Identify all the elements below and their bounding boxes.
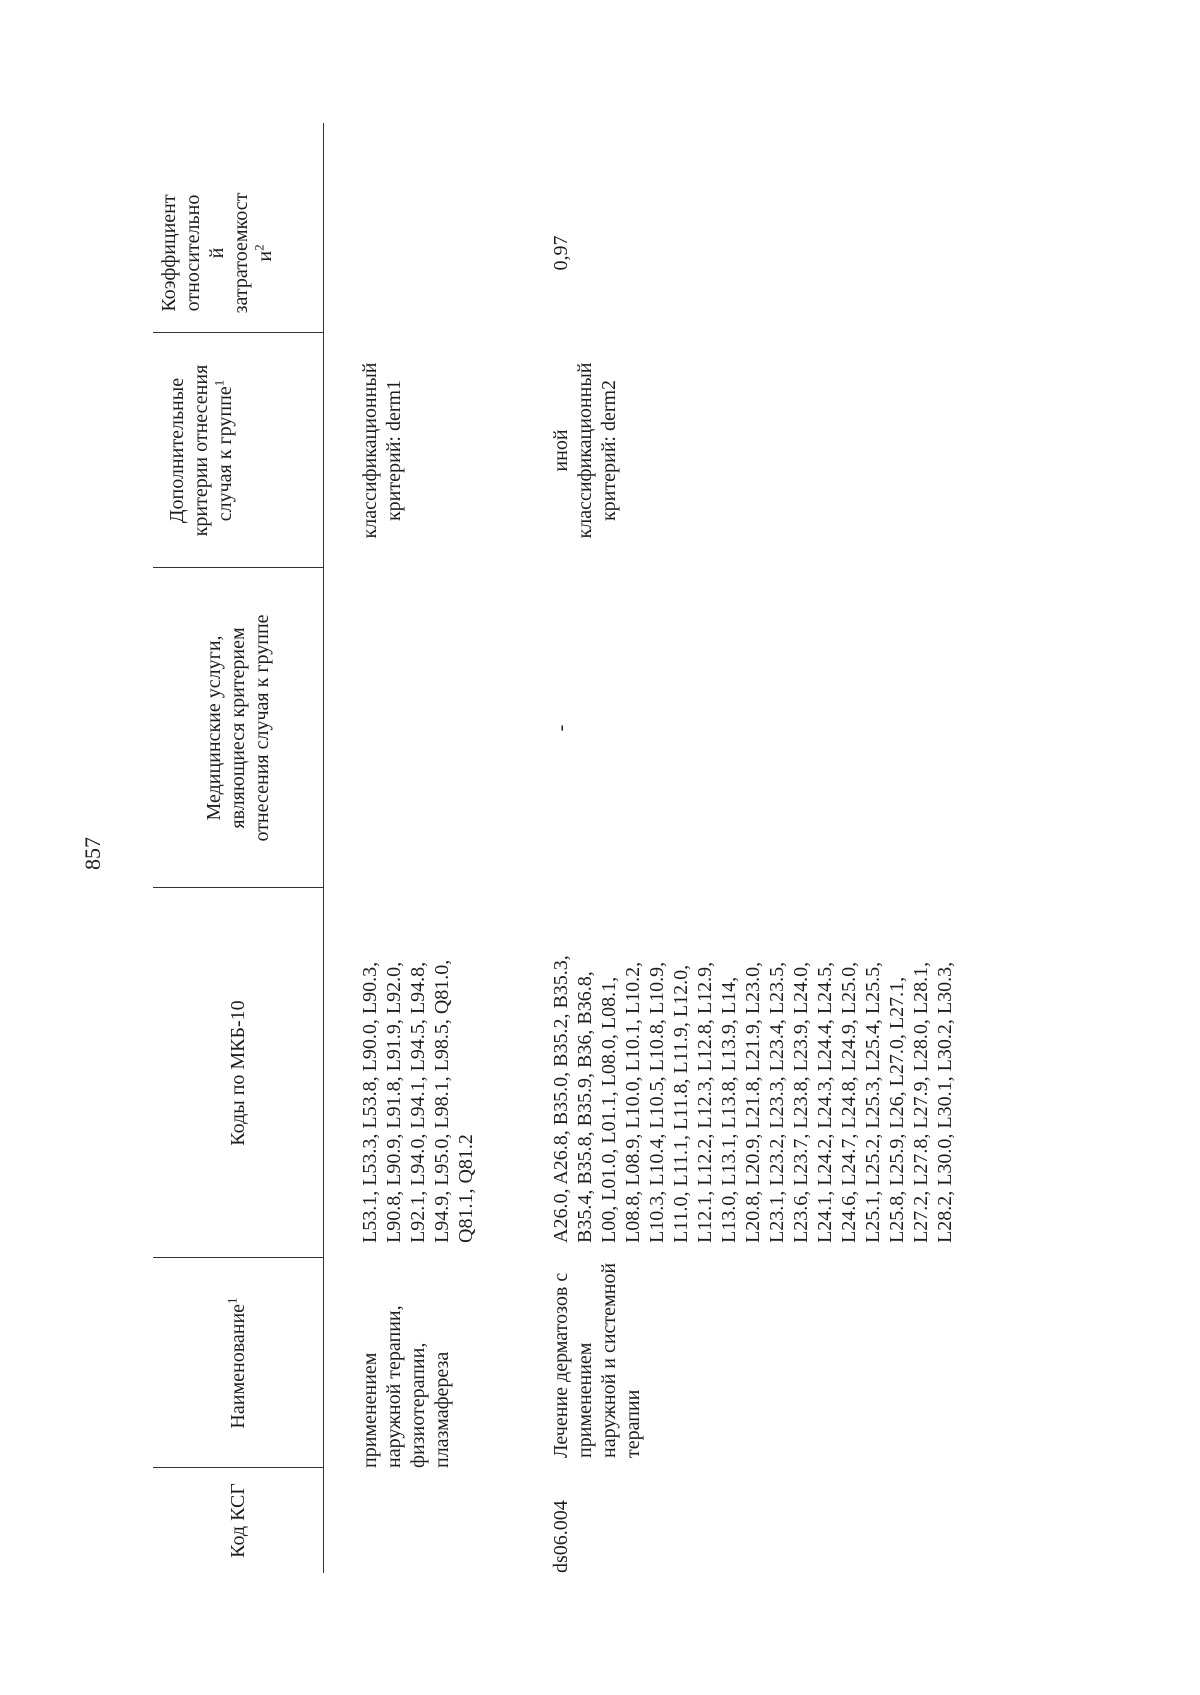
header-coefficient: Коэффициент относительно й затратоемкост $и^2$: [158, 192, 276, 314]
row2-name: Лечение дерматозов с применением наружной и системной терапии: [550, 1262, 644, 1458]
row2-criteria: иной классификационный критерий: derm2: [550, 362, 620, 539]
row2-icd-codes: A26.0, A26.8, B35.0, B35.2, B35.3, B35.4, B35.8, B35.9, B36, B36.8, L00, L01.0, L01.1, L08.0, L08.1, L08.8, L08.9, L10.0, L10.1, L10.2, L10.3, L10.4, L10.5, L10.8, L10.9, L11.0, L11.1, L11.8, L11.9, L12.0, L12.1, L12.2, L12.3, L12.8, L12.9, L13.0, L13.1, L13.8, L13.9, L14, L20.8, L20.9, L21.8, L21.9, L23.0, L23.1, L23.2, L23.3, L23.4, L23.5, L23.6, L23.7, L23.8, L23.9, L24.0, L24.1, L24.2, L24.3, L24.4, L24.5, L24.6, L24.7, L24.8, L24.9, L25.0, L25.1, L25.2, L25.3, L25.4, L25.5, L25.8, L25.9, L26, L27.0, L27.1, L27.2, L27.8, L27.9, L28.0, L28.1, L28.2, L30.0, L30.1, L30.2, L30.3,: [550, 955, 956, 1243]
row2-code: ds06.004: [550, 1500, 572, 1573]
header-criteria: Дополнительные критерии отнесения случая к группе$^1$: [166, 364, 236, 537]
header-code: Код КСГ: [227, 1483, 249, 1558]
row2-coefficient: 0,97: [550, 235, 572, 271]
rotated-page-content: [153, 123, 1153, 1573]
row1-criteria: классификационный критерий: derm1: [359, 362, 405, 539]
table-header: [153, 123, 323, 1573]
header-name: Наименование$^1$: [224, 1297, 249, 1429]
row2-services: -: [550, 724, 572, 732]
row1-icd-codes: L53.1, L53.3, L53.8, L90.0, L90.3, L90.8, L90.9, L91.8, L91.9, L92.0, L92.1, L94.0, L94.1, L94.5, L94.8, L94.9, L95.0, L98.1, L98.5, Q81.0, Q81.1, Q81.2: [359, 959, 477, 1243]
page-number: 857: [80, 837, 105, 870]
row1-name: применением наружной терапии, физиотерапии, плазмафереза: [359, 1305, 453, 1468]
ksg-table: [153, 123, 1153, 1573]
header-icd: Коды по МКБ-10: [227, 1000, 249, 1146]
header-services: Медицинские услуги, являющиеся критерием отнесения случая к группе: [203, 614, 273, 842]
